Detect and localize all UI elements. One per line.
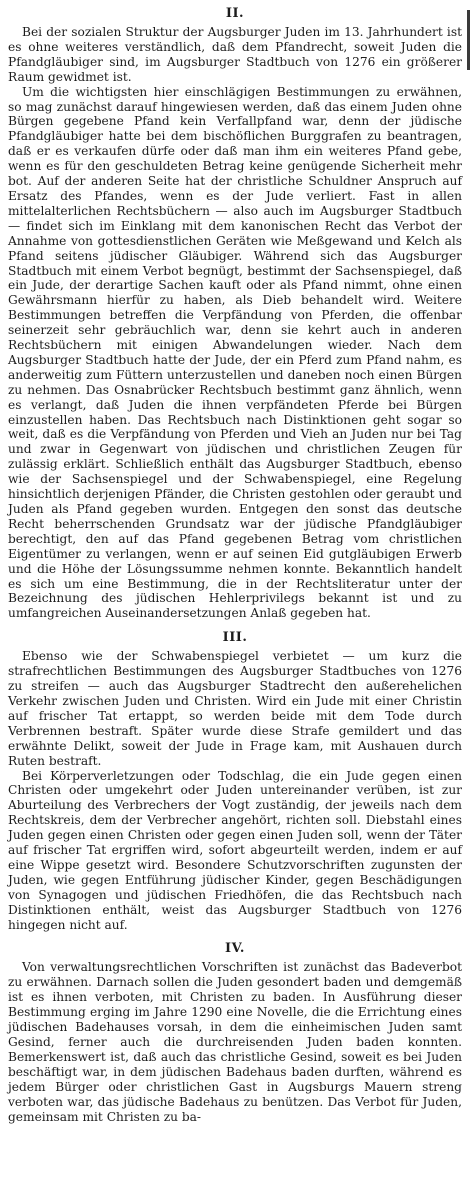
- section-heading: II.: [225, 6, 245, 21]
- section-heading: III.: [222, 630, 248, 646]
- paragraph: Bei der sozialen Struktur der Augsburger Juden im 13. Jahrhundert ist es ohne weiteres verständlich, daß dem Pfandrecht, soweit Juden die Pfandgläubiger sind, im Augsburger Stadtbuch von 1276 ein größerer Raum gewidmet ist.: [8, 25, 462, 84]
- section-ii: [8, 6, 462, 621]
- page-edge-mark: [467, 10, 470, 70]
- paragraph: Bei Körperverletzungen oder Todschlag, die ein Jude gegen einen Christen oder umgekehrt oder Juden untereinander verüben, ist zur Aburteilung des Verbrechers der Vogt zuständig, der jeweils nach dem Rechtskreis, dem der Verbrecher angehört, richten soll. Diebstahl eines Juden gegen einen Christen oder gegen einen Juden soll, wenn der Täter auf frischer Tat ergriffen wird, sofort abgeurteilt werden, indem er auf eine Wippe gesetzt wird. Besondere Schutzvorschriften zugunsten der Juden, wie gegen Entführung jüdischer Kinder, gegen Beschädigungen von Synagogen und jüdischen Friedhöfen, die das Rechtsbuch nach Distinktionen enthält, weist das Augsburger Stadtbuch von 1276 hingegen nicht auf.: [8, 768, 462, 932]
- section-heading: IV.: [225, 941, 245, 957]
- paragraph: Um die wichtigsten hier einschlägigen Bestimmungen zu erwähnen, so mag zunächst darauf hingewiesen werden, daß das einem Juden ohne Bürgen gegebene Pfand kein Verfallpfand war, denn der jüdische Pfandgläubiger hatte bei dem bischöflichen Burggrafen zu beantragen, daß er es verkaufen dürfe oder daß man ihm ein weiteres Pfand gebe, wenn es für den geschuldeten Betrag keine genügende Sicherheit mehr bot. Auf der anderen Seite hat der christliche Schuldner Anspruch auf Ersatz des Pfandes, wenn es der Jude verliert. Fast in allen mittelalterlichen Rechtsbüchern — also auch im Augsburger Stadtbuch — findet sich im Einklang mit dem kanonischen Recht das Verbot der Annahme von gottesdienstlichen Geräten wie Meßgewand und Kelch als Pfand seitens jüdischer Gläubiger. Während sich das Augsburger Stadtbuch mit einem Verbot begnügt, bestimmt der Sachsenspiegel, daß ein Jude, der derartige Sachen kauft oder als Pfand nimmt, ohne einen Gewährsmann hierfür zu haben, als Dieb behandelt wird. Weitere Bestimmungen betreffen die Verpfändung von Pferden, die offenbar seinerzeit sehr gebräuchlich war, denn sie kehrt auch in anderen Rechtsbüchern mit einigen Abwandelungen wieder. Nach dem Augsburger Stadtbuch hatte der Jude, der ein Pferd zum Pfand nahm, es anderweitig zum Füttern unterzustellen und daneben noch einen Bürgen zu nehmen. Das Osnabrücker Rechtsbuch bestimmt ganz ähnlich, wenn es verlangt, daß Juden die ihnen verpfändeten Pferde bei Bürgen einzustellen haben. Das Rechtsbuch nach Distinktionen geht sogar so weit, daß es die Verpfändung von Pferden und Vieh an Juden nur bei Tag und zwar in Gegenwart von jüdischen und christlichen Zeugen für zulässig erklärt. Schließlich enthält das Augsburger Stadtbuch, ebenso wie der Sachsenspiegel und der Schwabenspiegel, eine Regelung hinsichtlich derjenigen Pfänder, die Christen gestohlen oder geraubt und Juden als Pfand gegeben wurden. Entgegen den sonst das deutsche Recht beherrschenden Grundsatz war der jüdische Pfandgläubiger berechtigt, den auf das Pfand gegebenen Betrag vom christlichen Eigentümer zu verlangen, wenn er auf seinen Eid gutgläubigen Erwerb und die Höhe der Lösungssumme nehmen konnte. Bekanntlich handelt es sich um eine Bestimmung, die in der Rechtsliteratur unter der Bezeichnung des jüdischen Hehlerprivilegs bekannt ist und zu umfangreichen Auseinandersetzungen Anlaß gegeben hat.: [8, 84, 462, 621]
- paragraph: Ebenso wie der Schwabenspiegel verbietet — um kurz die strafrechtlichen Bestimmungen des Augsburger Stadtbuches von 1276 zu streifen — auch das Augsburger Stadtrecht den außerehelichen Verkehr zwischen Juden und Christen. Wird ein Jude mit einer Christin auf frischer Tat ertappt, so werden beide mit dem Tode durch Verbrennen bestraft. Später wurde diese Strafe gemildert und das erwähnte Delikt, soweit der Jude in Frage kam, mit Aushauen durch Ruten bestraft.: [8, 649, 462, 768]
- section-iii: [8, 630, 462, 932]
- section-iv: [8, 941, 462, 1124]
- paragraph: Von verwaltungsrechtlichen Vorschriften ist zunächst das Badeverbot zu erwähnen. Darnach sollen die Juden gesondert baden und demgemäß ist es ihnen verboten, mit Christen zu baden. In Ausführung dieser Bestimmung erging im Jahre 1290 eine Novelle, die die Errichtung eines jüdischen Badehauses vorsah, in dem die einheimischen Juden samt Gesind, ferner auch die durchreisenden Juden baden konnten. Bemerkenswert ist, daß auch das christliche Gesind, soweit es bei Juden beschäftigt war, in dem jüdischen Badehaus baden durften, während es jedem Bürger oder christlichen Gast in Augsburgs Mauern streng verboten war, das jüdische Badehaus zu benützen. Das Verbot für Juden, gemeinsam mit Christen zu ba-: [8, 960, 462, 1124]
